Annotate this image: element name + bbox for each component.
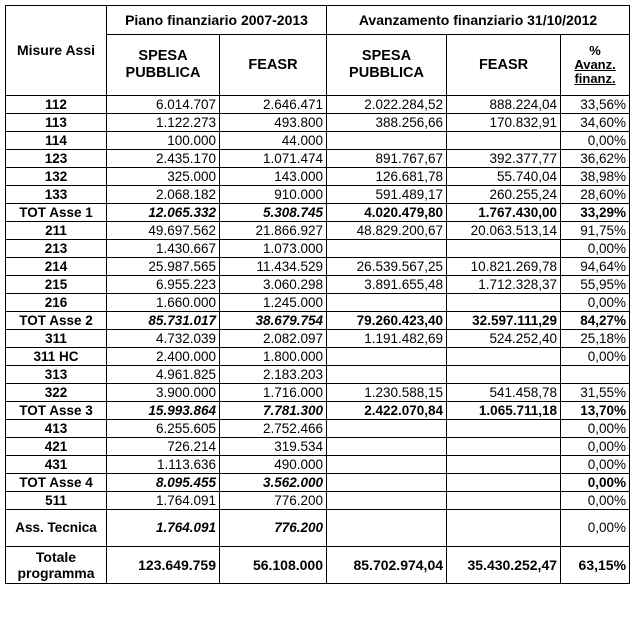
row-feasr: 38.679.754 xyxy=(220,312,327,330)
row-spesa-pubblica: 6.255.605 xyxy=(107,420,220,438)
row-avanz-spesa-pubblica: 2.022.284,52 xyxy=(327,96,447,114)
row-feasr: 2.183.203 xyxy=(220,366,327,384)
row-avanz-feasr xyxy=(447,294,561,312)
row-avanz-pct: 38,98% xyxy=(561,168,630,186)
row-avanz-spesa-pubblica xyxy=(327,420,447,438)
row-avanz-pct: 63,15% xyxy=(561,547,630,584)
row-avanz-pct: 94,64% xyxy=(561,258,630,276)
row-code: 114 xyxy=(6,132,107,150)
row-code: Ass. Tecnica xyxy=(6,510,107,547)
row-spesa-pubblica: 2.400.000 xyxy=(107,348,220,366)
row-avanz-feasr xyxy=(447,366,561,384)
row-spesa-pubblica: 100.000 xyxy=(107,132,220,150)
table-row xyxy=(6,150,630,168)
row-avanz-pct: 0,00% xyxy=(561,474,630,492)
row-code: TOT Asse 2 xyxy=(6,312,107,330)
table-row xyxy=(6,492,630,510)
row-avanz-spesa-pubblica: 2.422.070,84 xyxy=(327,402,447,420)
row-code: 113 xyxy=(6,114,107,132)
table-row xyxy=(6,366,630,384)
table-body xyxy=(6,96,630,584)
table-row xyxy=(6,348,630,366)
row-code: 313 xyxy=(6,366,107,384)
row-feasr: 5.308.745 xyxy=(220,204,327,222)
row-code: 311 xyxy=(6,330,107,348)
row-feasr: 1.716.000 xyxy=(220,384,327,402)
table-row xyxy=(6,186,630,204)
row-avanz-feasr: 170.832,91 xyxy=(447,114,561,132)
row-avanz-pct: 0,00% xyxy=(561,510,630,547)
row-avanz-pct: 91,75% xyxy=(561,222,630,240)
row-spesa-pubblica: 12.065.332 xyxy=(107,204,220,222)
row-avanz-feasr: 260.255,24 xyxy=(447,186,561,204)
row-avanz-pct: 84,27% xyxy=(561,312,630,330)
row-code: TOT Asse 3 xyxy=(6,402,107,420)
header-feasr-piano: FEASR xyxy=(220,35,327,96)
row-code: 133 xyxy=(6,186,107,204)
row-spesa-pubblica: 85.731.017 xyxy=(107,312,220,330)
row-avanz-feasr: 888.224,04 xyxy=(447,96,561,114)
row-avanz-feasr: 541.458,78 xyxy=(447,384,561,402)
row-feasr: 493.800 xyxy=(220,114,327,132)
row-avanz-pct: 0,00% xyxy=(561,240,630,258)
row-avanz-spesa-pubblica xyxy=(327,240,447,258)
row-avanz-pct: 0,00% xyxy=(561,456,630,474)
header-spesa-pubblica-avanz: SPESA PUBBLICA xyxy=(327,35,447,96)
header-pct-label: Avanz. finanz. xyxy=(574,57,616,86)
table-row xyxy=(6,402,630,420)
row-avanz-spesa-pubblica: 1.191.482,69 xyxy=(327,330,447,348)
row-code: 322 xyxy=(6,384,107,402)
table-row xyxy=(6,547,630,584)
row-avanz-feasr xyxy=(447,240,561,258)
header-piano-finanziario: Piano finanziario 2007-2013 xyxy=(107,6,327,35)
row-avanz-feasr xyxy=(447,474,561,492)
row-spesa-pubblica: 123.649.759 xyxy=(107,547,220,584)
row-feasr: 56.108.000 xyxy=(220,547,327,584)
table-row xyxy=(6,456,630,474)
row-code: 413 xyxy=(6,420,107,438)
row-spesa-pubblica: 1.764.091 xyxy=(107,492,220,510)
row-feasr: 1.071.474 xyxy=(220,150,327,168)
row-spesa-pubblica: 2.068.182 xyxy=(107,186,220,204)
row-feasr: 11.434.529 xyxy=(220,258,327,276)
table-row xyxy=(6,294,630,312)
row-avanz-pct xyxy=(561,366,630,384)
row-avanz-pct: 0,00% xyxy=(561,348,630,366)
header-pct-symbol: % xyxy=(589,43,601,58)
row-code: TOT Asse 1 xyxy=(6,204,107,222)
row-spesa-pubblica: 325.000 xyxy=(107,168,220,186)
row-feasr: 2.646.471 xyxy=(220,96,327,114)
row-avanz-spesa-pubblica xyxy=(327,438,447,456)
row-code: 213 xyxy=(6,240,107,258)
row-avanz-feasr: 1.065.711,18 xyxy=(447,402,561,420)
table-row xyxy=(6,258,630,276)
table-row xyxy=(6,420,630,438)
row-feasr: 3.060.298 xyxy=(220,276,327,294)
row-spesa-pubblica: 1.660.000 xyxy=(107,294,220,312)
row-avanz-pct: 0,00% xyxy=(561,420,630,438)
row-spesa-pubblica: 726.214 xyxy=(107,438,220,456)
row-avanz-pct: 0,00% xyxy=(561,132,630,150)
row-code: 311 HC xyxy=(6,348,107,366)
table-row xyxy=(6,132,630,150)
row-spesa-pubblica: 1.430.667 xyxy=(107,240,220,258)
row-feasr: 776.200 xyxy=(220,510,327,547)
row-avanz-spesa-pubblica: 1.230.588,15 xyxy=(327,384,447,402)
row-feasr: 1.800.000 xyxy=(220,348,327,366)
row-spesa-pubblica: 25.987.565 xyxy=(107,258,220,276)
row-avanz-spesa-pubblica xyxy=(327,474,447,492)
header-pct-avanzamento xyxy=(561,35,630,96)
row-avanz-spesa-pubblica xyxy=(327,294,447,312)
row-spesa-pubblica: 4.732.039 xyxy=(107,330,220,348)
row-feasr: 2.082.097 xyxy=(220,330,327,348)
row-spesa-pubblica: 8.095.455 xyxy=(107,474,220,492)
row-avanz-spesa-pubblica: 48.829.200,67 xyxy=(327,222,447,240)
row-feasr: 143.000 xyxy=(220,168,327,186)
row-feasr: 3.562.000 xyxy=(220,474,327,492)
table-row xyxy=(6,204,630,222)
header-misure-assi: Misure Assi xyxy=(6,6,107,96)
row-feasr: 7.781.300 xyxy=(220,402,327,420)
row-spesa-pubblica: 15.993.864 xyxy=(107,402,220,420)
row-avanz-spesa-pubblica: 26.539.567,25 xyxy=(327,258,447,276)
row-code: 123 xyxy=(6,150,107,168)
row-avanz-pct: 31,55% xyxy=(561,384,630,402)
row-feasr: 21.866.927 xyxy=(220,222,327,240)
row-spesa-pubblica: 6.014.707 xyxy=(107,96,220,114)
row-avanz-feasr xyxy=(447,510,561,547)
row-code: 214 xyxy=(6,258,107,276)
row-spesa-pubblica: 1.113.636 xyxy=(107,456,220,474)
row-avanz-pct: 0,00% xyxy=(561,294,630,312)
row-feasr: 1.245.000 xyxy=(220,294,327,312)
row-avanz-pct: 33,29% xyxy=(561,204,630,222)
row-avanz-feasr: 35.430.252,47 xyxy=(447,547,561,584)
row-spesa-pubblica: 4.961.825 xyxy=(107,366,220,384)
row-avanz-spesa-pubblica xyxy=(327,366,447,384)
row-code: Totale programma xyxy=(6,547,107,584)
row-avanz-feasr xyxy=(447,456,561,474)
row-spesa-pubblica: 2.435.170 xyxy=(107,150,220,168)
financial-table xyxy=(5,5,630,584)
table-row xyxy=(6,510,630,547)
header-avanzamento-finanziario: Avanzamento finanziario 31/10/2012 xyxy=(327,6,630,35)
row-avanz-feasr: 10.821.269,78 xyxy=(447,258,561,276)
row-feasr: 776.200 xyxy=(220,492,327,510)
row-avanz-feasr: 32.597.111,29 xyxy=(447,312,561,330)
table-row xyxy=(6,240,630,258)
header-spesa-pubblica-piano: SPESA PUBBLICA xyxy=(107,35,220,96)
row-code: 216 xyxy=(6,294,107,312)
table-row xyxy=(6,330,630,348)
row-avanz-feasr xyxy=(447,438,561,456)
row-code: TOT Asse 4 xyxy=(6,474,107,492)
row-spesa-pubblica: 1.122.273 xyxy=(107,114,220,132)
table-row xyxy=(6,312,630,330)
row-spesa-pubblica: 6.955.223 xyxy=(107,276,220,294)
row-code: 211 xyxy=(6,222,107,240)
row-avanz-pct: 55,95% xyxy=(561,276,630,294)
row-avanz-feasr: 55.740,04 xyxy=(447,168,561,186)
row-avanz-spesa-pubblica: 388.256,66 xyxy=(327,114,447,132)
row-avanz-spesa-pubblica xyxy=(327,510,447,547)
row-code: 431 xyxy=(6,456,107,474)
row-avanz-spesa-pubblica: 85.702.974,04 xyxy=(327,547,447,584)
row-avanz-feasr: 1.767.430,00 xyxy=(447,204,561,222)
table-row xyxy=(6,384,630,402)
row-feasr: 1.073.000 xyxy=(220,240,327,258)
row-code: 421 xyxy=(6,438,107,456)
table-row xyxy=(6,438,630,456)
table-row xyxy=(6,96,630,114)
row-avanz-pct: 0,00% xyxy=(561,492,630,510)
row-feasr: 44.000 xyxy=(220,132,327,150)
row-avanz-feasr: 1.712.328,37 xyxy=(447,276,561,294)
row-avanz-feasr xyxy=(447,420,561,438)
row-code: 112 xyxy=(6,96,107,114)
table-row xyxy=(6,474,630,492)
row-avanz-spesa-pubblica xyxy=(327,348,447,366)
row-avanz-feasr xyxy=(447,132,561,150)
row-code: 132 xyxy=(6,168,107,186)
row-avanz-spesa-pubblica: 79.260.423,40 xyxy=(327,312,447,330)
row-code: 215 xyxy=(6,276,107,294)
row-feasr: 490.000 xyxy=(220,456,327,474)
row-avanz-pct: 28,60% xyxy=(561,186,630,204)
row-avanz-feasr xyxy=(447,348,561,366)
table-row xyxy=(6,222,630,240)
row-avanz-pct: 36,62% xyxy=(561,150,630,168)
row-avanz-feasr xyxy=(447,492,561,510)
row-feasr: 319.534 xyxy=(220,438,327,456)
row-avanz-pct: 13,70% xyxy=(561,402,630,420)
header-feasr-avanz: FEASR xyxy=(447,35,561,96)
row-spesa-pubblica: 3.900.000 xyxy=(107,384,220,402)
header-row-1 xyxy=(6,6,630,35)
row-avanz-spesa-pubblica: 126.681,78 xyxy=(327,168,447,186)
row-avanz-pct: 33,56% xyxy=(561,96,630,114)
row-avanz-spesa-pubblica xyxy=(327,492,447,510)
row-avanz-feasr: 392.377,77 xyxy=(447,150,561,168)
row-avanz-spesa-pubblica: 891.767,67 xyxy=(327,150,447,168)
row-spesa-pubblica: 1.764.091 xyxy=(107,510,220,547)
row-avanz-pct: 25,18% xyxy=(561,330,630,348)
row-avanz-spesa-pubblica: 591.489,17 xyxy=(327,186,447,204)
row-avanz-spesa-pubblica: 3.891.655,48 xyxy=(327,276,447,294)
row-avanz-spesa-pubblica xyxy=(327,456,447,474)
table-row xyxy=(6,276,630,294)
table-row xyxy=(6,168,630,186)
row-avanz-pct: 34,60% xyxy=(561,114,630,132)
row-avanz-feasr: 524.252,40 xyxy=(447,330,561,348)
row-feasr: 910.000 xyxy=(220,186,327,204)
table-row xyxy=(6,114,630,132)
row-avanz-pct: 0,00% xyxy=(561,438,630,456)
row-code: 511 xyxy=(6,492,107,510)
row-spesa-pubblica: 49.697.562 xyxy=(107,222,220,240)
row-avanz-spesa-pubblica: 4.020.479,80 xyxy=(327,204,447,222)
row-feasr: 2.752.466 xyxy=(220,420,327,438)
row-avanz-spesa-pubblica xyxy=(327,132,447,150)
row-avanz-feasr: 20.063.513,14 xyxy=(447,222,561,240)
